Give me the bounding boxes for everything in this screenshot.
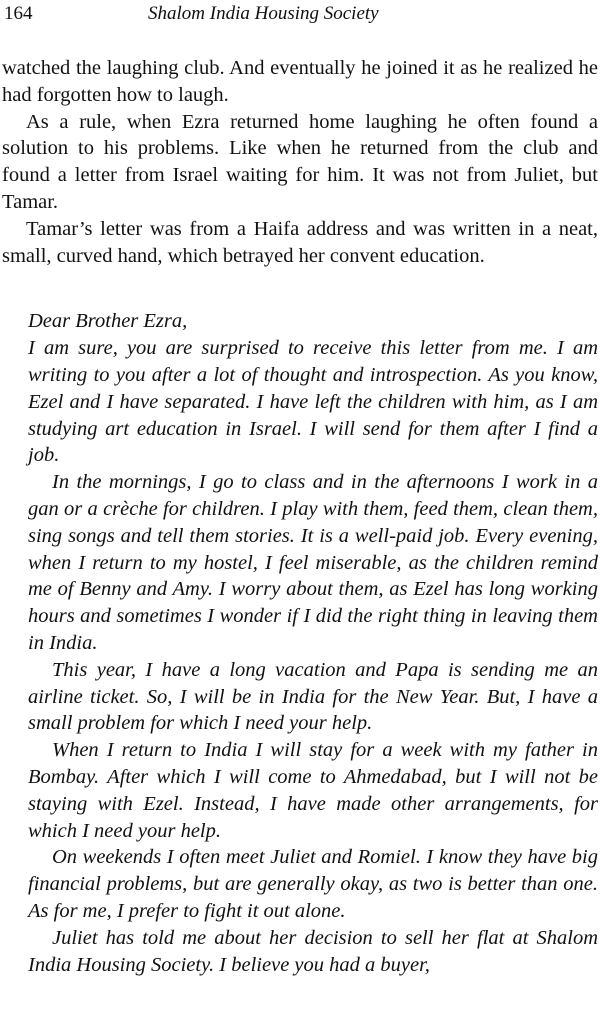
- letter-block: [2, 308, 598, 978]
- letter-paragraph: On weekends I often meet Juliet and Romiel. I know they have big financial problems, but are generally okay, as two is better than one. As for me, I prefer to fight it out alone.: [28, 846, 598, 922]
- narrative-text: [2, 55, 598, 269]
- letter-salutation: Dear Brother Ezra,: [28, 310, 188, 333]
- letter-paragraph: Juliet has told me about her decision to sell her flat at Shalom India Housing Society. I believe you had a buyer,: [28, 926, 598, 976]
- letter-paragraph: I am sure, you are surprised to receive this letter from me. I am writing to you after a lot of thought and introspection. As you know, Ezel and I have separated. I have left the children with him, as I am studying art education in Israel. I will send for them after I find a job.: [28, 337, 598, 467]
- letter-paragraph: When I return to India I will stay for a week with my father in Bombay. After which I will come to Ahmedabad, but I will not be staying with Ezel. Instead, I have made other arrangements, for which I need your help.: [28, 739, 598, 842]
- narrative-paragraph: As a rule, when Ezra returned home laughing he often found a solution to his problems. Like when he returned from the club and found a letter from Israel waiting for him. It was not from Juliet, but Tamar.: [2, 110, 598, 213]
- letter-paragraph: In the mornings, I go to class and in the afternoons I work in a gan or a crèche for children. I play with them, feed them, clean them, sing songs and tell them stories. It is a well-paid job. Every evening, when I return to my hostel, I feel miserable, as the children remind me of Benny and Amy. I worry about them, as Ezel has long working hours and sometimes I wonder if I did the right thing in leaving them in India.: [28, 471, 598, 654]
- letter-paragraph: This year, I have a long vacation and Papa is sending me an airline ticket. So, I will be in India for the New Year. But, I have a small problem for which I need your help.: [28, 658, 598, 735]
- running-head: [2, 0, 598, 30]
- page-number: 164: [4, 3, 33, 24]
- narrative-paragraph: Tamar’s letter was from a Haifa address and was written in a neat, small, curved hand, which betrayed her convent education.: [2, 217, 598, 267]
- narrative-paragraph: watched the laughing club. And eventually he joined it as he realized he had forgotten how to laugh.: [2, 57, 598, 106]
- running-title: Shalom India Housing Society: [148, 3, 379, 24]
